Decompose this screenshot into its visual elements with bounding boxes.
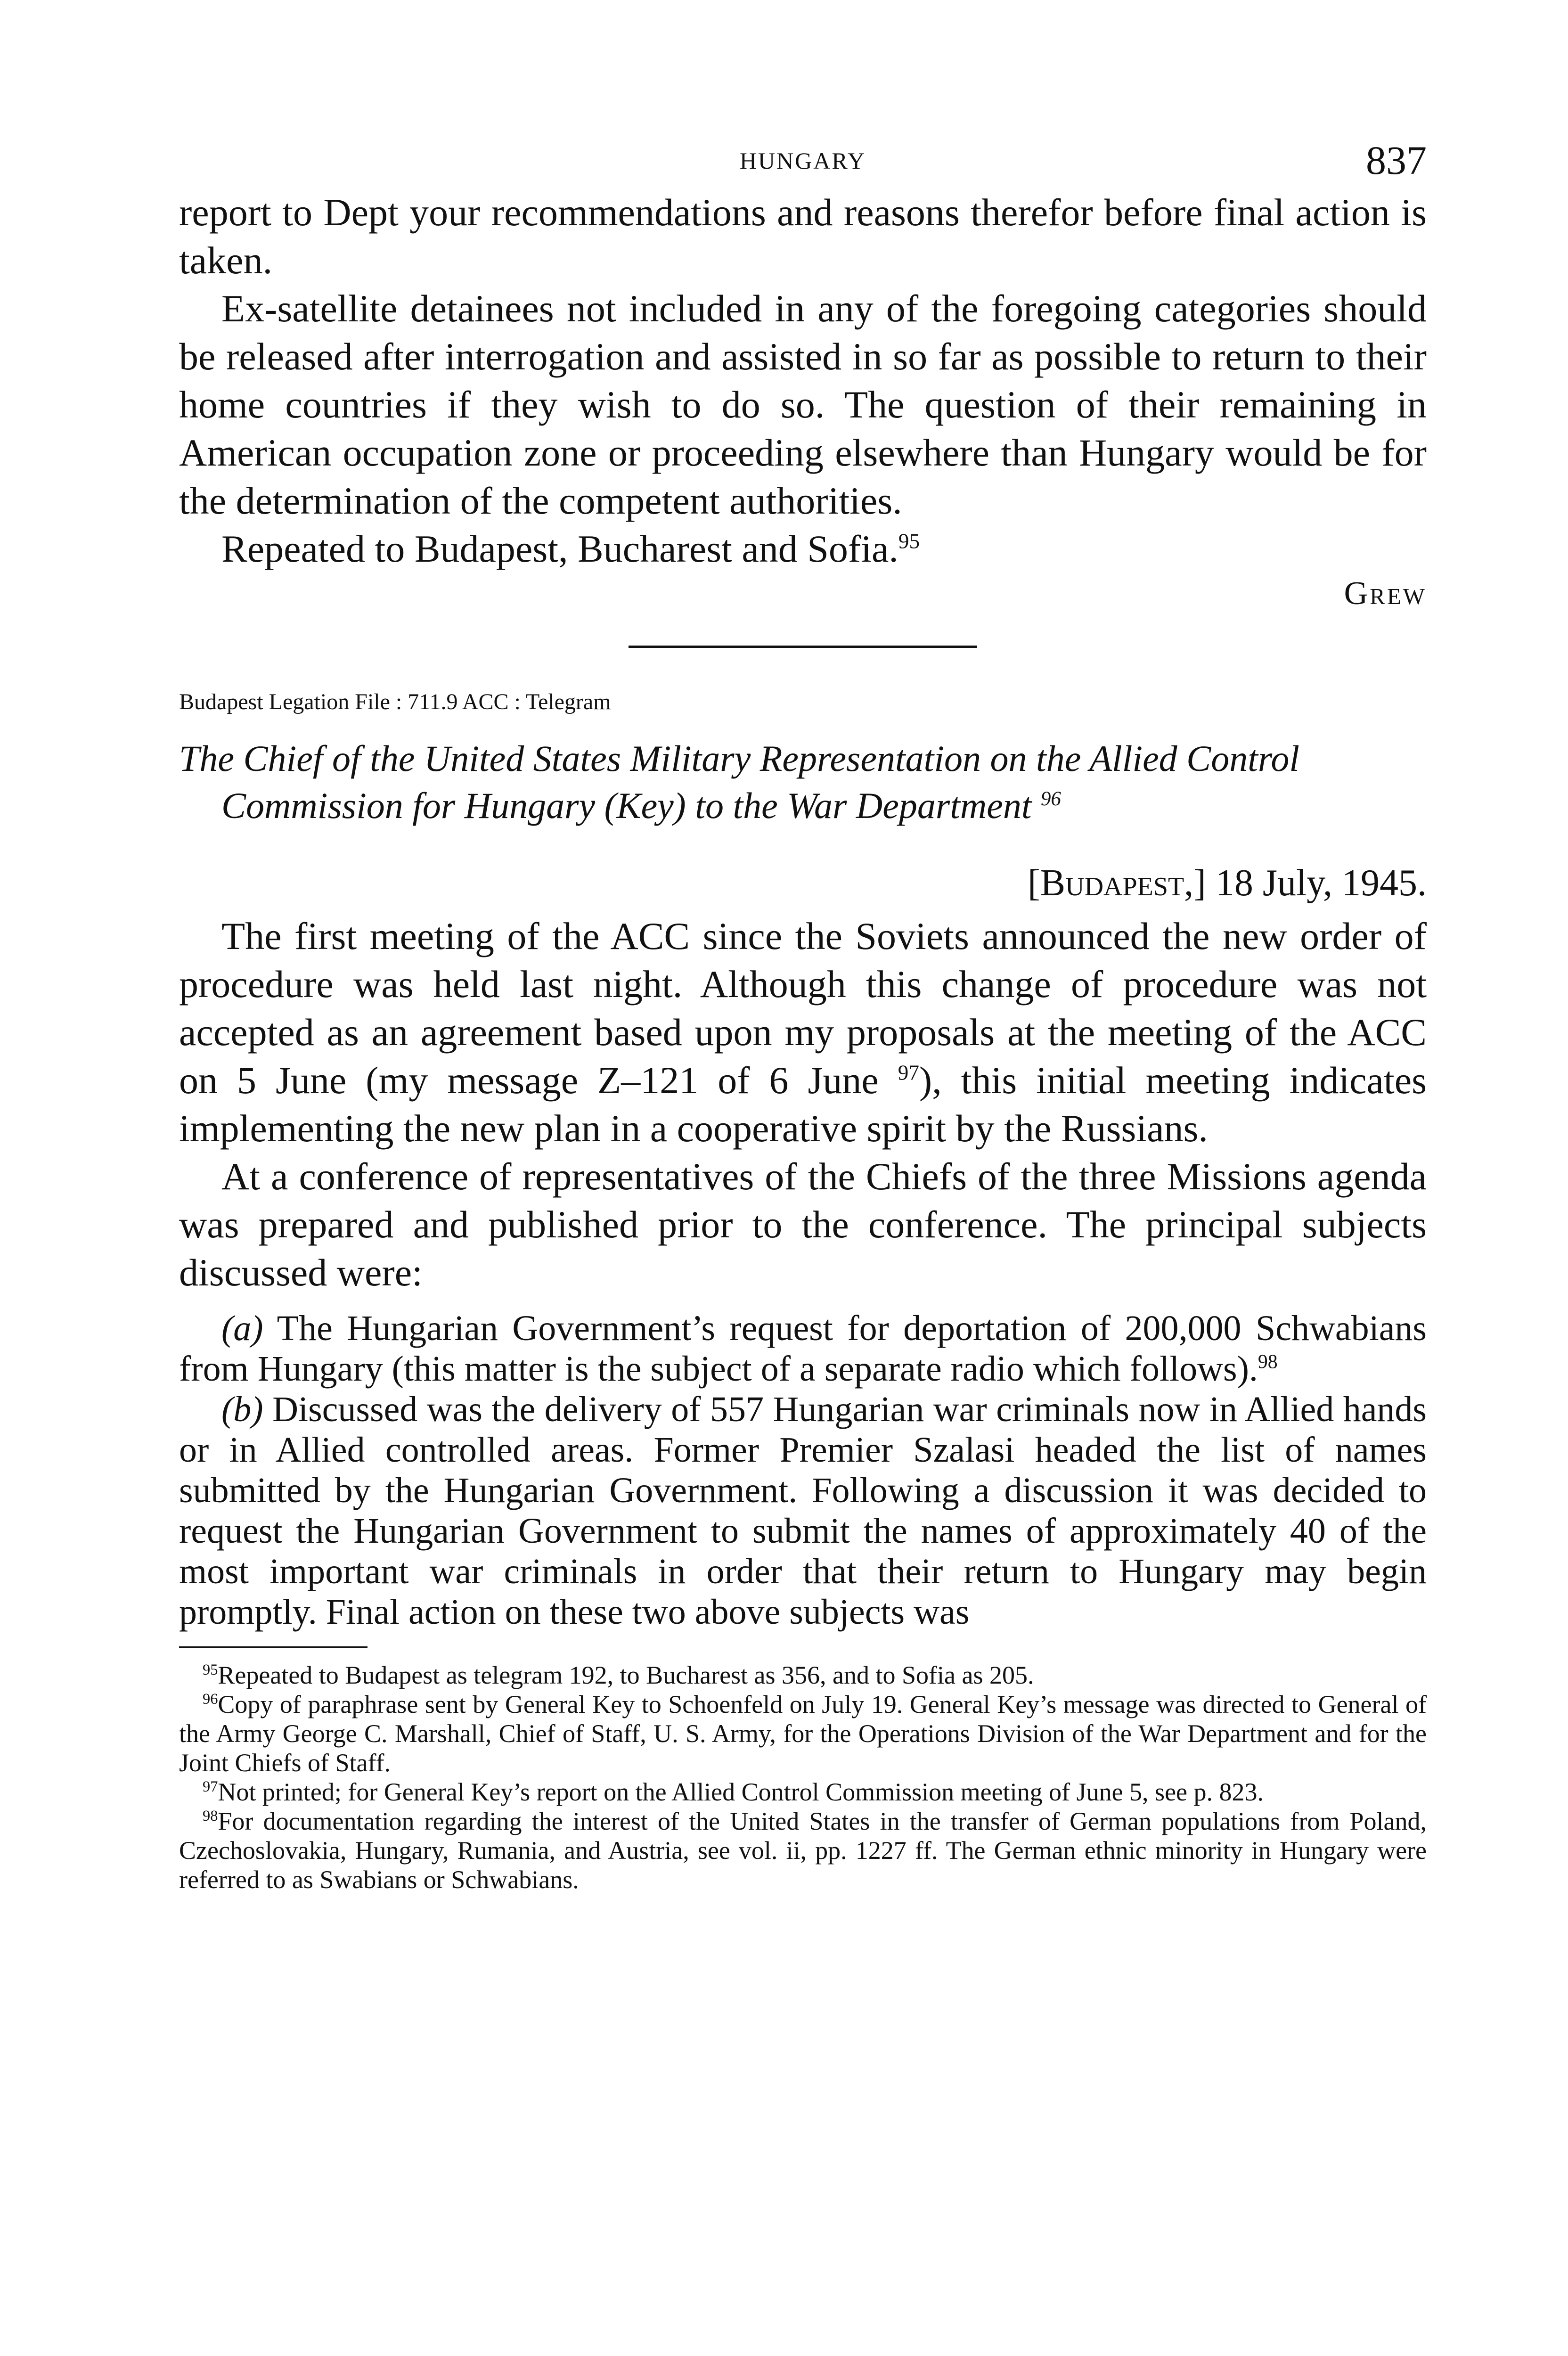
first-meeting-paragraph bbox=[179, 912, 1427, 1153]
document-page bbox=[179, 137, 1427, 1894]
file-reference: Budapest Legation File : 711.9 ACC : Telegram bbox=[179, 689, 611, 714]
first-meeting-text-b: ), this initial meeting indicates implementing the new plan in a cooperative spirit by the Russians. bbox=[179, 1059, 1427, 1150]
repeated-paragraph bbox=[179, 525, 1427, 573]
footnote-ref-98: 98 bbox=[1258, 1351, 1278, 1373]
footnote-number: 95 bbox=[203, 1661, 218, 1678]
footnote-rule bbox=[179, 1646, 368, 1648]
first-meeting-text-a: The first meeting of the ACC since the Soviets announced the new order of procedure was held last night. Although this change of procedure was not accepted as an agreement based upon my proposals at the meeting of the ACC on 5 June (my message Z–121 of 6 June bbox=[179, 915, 1427, 1102]
document-title bbox=[179, 735, 1427, 829]
list-text-b: Discussed was the delivery of 557 Hungarian war criminals now in Allied hands or in Allied controlled areas. Former Premier Szalasi headed the list of names submitted by the Hungarian Government. Following a discussion it was decided to request the Hungarian Government to submit the names of approximately 40 of the most important war criminals in order that their return to Hungary may begin promptly. Final action on these two above subjects was bbox=[179, 1390, 1427, 1632]
running-head: HUNGARY bbox=[739, 147, 866, 174]
footnotes bbox=[179, 1661, 1427, 1894]
list-item-b bbox=[179, 1389, 1427, 1632]
dateline-place: [Budapest,] bbox=[1028, 862, 1206, 904]
page-header bbox=[179, 137, 1427, 188]
list-marker-b: (b) bbox=[221, 1390, 263, 1429]
footnote-ref-96: 96 bbox=[1041, 788, 1061, 810]
footnote-95 bbox=[179, 1661, 1427, 1690]
continuation-paragraph: report to Dept your recommendations and reasons therefor before final action is taken. bbox=[179, 191, 1427, 282]
footnote-96 bbox=[179, 1690, 1427, 1777]
repeated-text: Repeated to Budapest, Bucharest and Sofia. bbox=[221, 527, 898, 570]
signature: Grew bbox=[1344, 575, 1427, 612]
footnote-text: Not printed; for General Key’s report on the Allied Control Commission meeting of June 5, see p. 823. bbox=[218, 1778, 1264, 1806]
conference-paragraph: At a conference of representatives of the Chiefs of the three Missions agenda was prepared and published prior to the conference. The principal subjects discussed were: bbox=[179, 1155, 1427, 1294]
footnote-number: 98 bbox=[203, 1808, 218, 1824]
dateline-date: 18 July, 1945. bbox=[1215, 862, 1427, 904]
document-title-text: The Chief of the United States Military Representation on the Allied Control Commission for Hungary (Key) to the War Department bbox=[179, 738, 1300, 826]
footnote-97 bbox=[179, 1777, 1427, 1807]
page-number: 837 bbox=[1366, 138, 1427, 183]
list-item-a bbox=[179, 1308, 1427, 1389]
dateline bbox=[179, 859, 1427, 907]
footnote-ref-95: 95 bbox=[898, 529, 920, 553]
footnote-98 bbox=[179, 1807, 1427, 1894]
footnote-number: 97 bbox=[203, 1778, 218, 1795]
list-marker-a: (a) bbox=[221, 1309, 263, 1348]
detainees-paragraph: Ex-satellite detainees not included in any of the foregoing categories should be released after interrogation and assisted in so far as possible to return to their home countries if they wish to do so. The question of their remaining in American occupation zone or proceeding elsewhere than Hungary would be for the determination of the competent authorities. bbox=[179, 287, 1427, 522]
footnote-number: 96 bbox=[203, 1691, 218, 1708]
footnote-text: Copy of paraphrase sent by General Key to Schoenfeld on July 19. General Key’s message was directed to General of the Army George C. Marshall, Chief of Staff, U. S. Army, for the Operations Division of the War Department and for the Joint Chiefs of Staff. bbox=[179, 1690, 1427, 1777]
section-divider bbox=[629, 646, 977, 648]
footnote-text: For documentation regarding the interest of the United States in the transfer of German populations from Poland, Czechoslovakia, Hungary, Rumania, and Austria, see vol. ii, pp. 1227 ff. The German ethnic minority in Hungary were referred to as Swabians or Schwabians. bbox=[179, 1807, 1427, 1894]
footnote-ref-97: 97 bbox=[898, 1061, 919, 1085]
footnote-text: Repeated to Budapest as telegram 192, to Bucharest as 356, and to Sofia as 205. bbox=[218, 1661, 1034, 1689]
list-text-a: The Hungarian Government’s request for deportation of 200,000 Schwabians from Hungary (this matter is the subject of a separate radio which follows). bbox=[179, 1309, 1427, 1389]
